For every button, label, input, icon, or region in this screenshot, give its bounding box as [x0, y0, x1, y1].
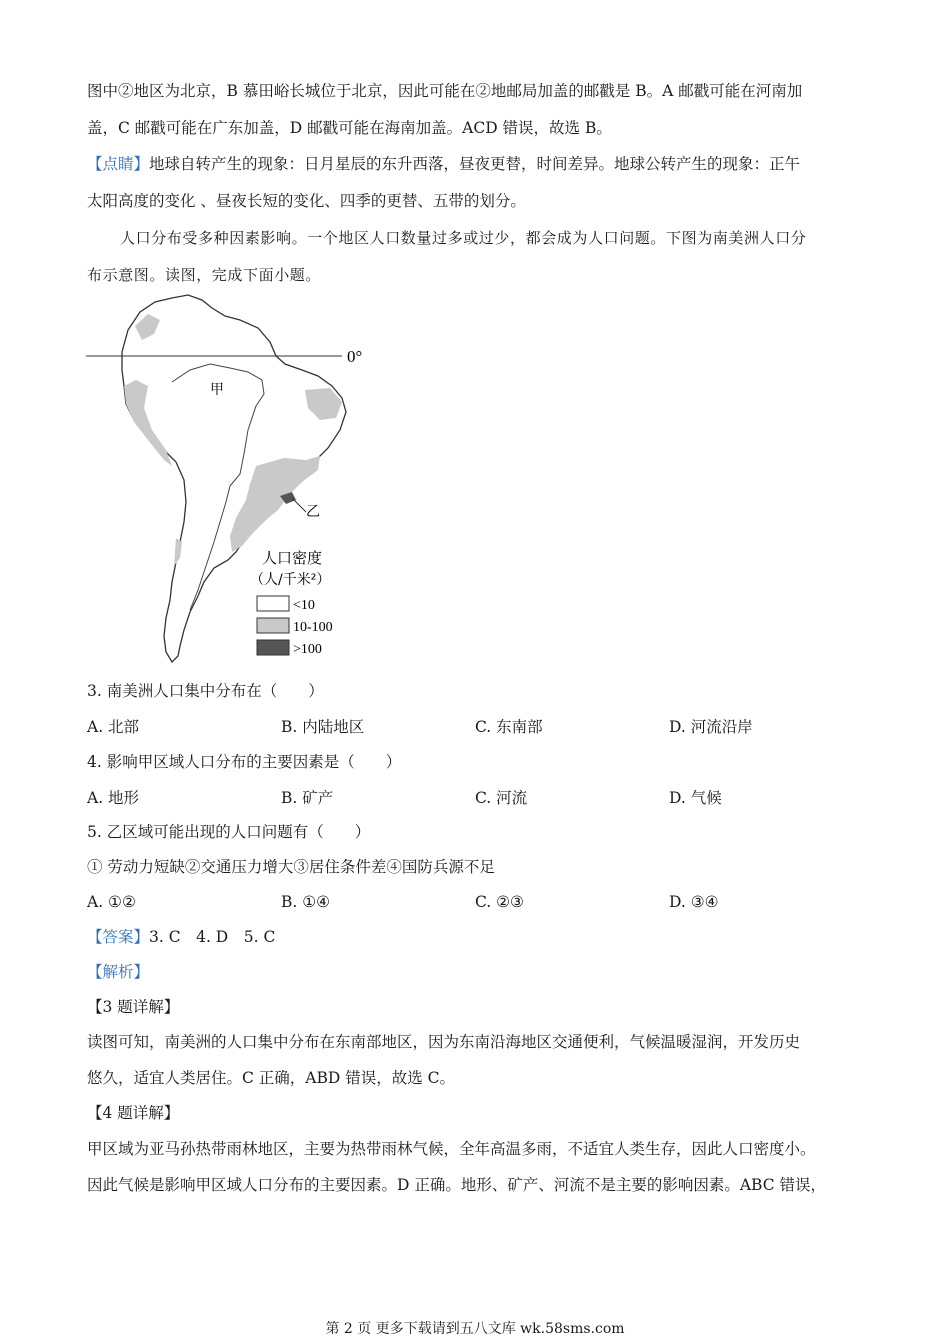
question-3-option-b: B. 内陆地区 — [281, 718, 365, 736]
south-america-population-map — [80, 290, 380, 670]
question-5-option-c: C. ②③ — [475, 893, 524, 911]
legend-label-mid: 10-100 — [293, 620, 333, 635]
question-4-option-d: D. 气候 — [669, 789, 722, 807]
legend-swatch-mid — [257, 618, 289, 633]
question-5-option-a: A. ①② — [87, 893, 136, 911]
legend-label-high: >100 — [293, 642, 322, 657]
dianjing-line-2: 太阳高度的变化 、昼夜长短的变化、四季的更替、五带的划分。 — [87, 192, 526, 210]
legend-label-low: <10 — [293, 598, 315, 613]
legend-swatch-low — [257, 596, 289, 611]
question-4-stem: 4. 影响甲区域人口分布的主要因素是（ ） — [87, 753, 402, 771]
passage-line-1: 人口分布受多种因素影响。一个地区人口数量过多或过少，都会成为人口问题。下图为南美洲人口分 — [120, 229, 807, 247]
detail-4-line-1: 甲区域为亚马孙热带雨林地区，主要为热带雨林气候，全年高温多雨，不适宜人类生存，因此人口密度小。 — [87, 1140, 816, 1158]
legend-swatch-high — [257, 640, 289, 655]
question-4-option-c: C. 河流 — [475, 789, 528, 807]
question-3-stem: 3. 南美洲人口集中分布在（ ） — [87, 682, 324, 700]
question-5-sub: ① 劳动力短缺②交通压力增大③居住条件差④国防兵源不足 — [87, 858, 495, 876]
legend-title-2: （人/千米²） — [250, 572, 331, 588]
detail-4-line-2: 因此气候是影响甲区域人口分布的主要因素。D 正确。地形、矿产、河流不是主要的影响因素。ABC 错误， — [87, 1176, 827, 1194]
question-4-option-a: A. 地形 — [87, 789, 140, 807]
answer-tag: 【答案】 — [87, 928, 150, 946]
question-5-stem: 5. 乙区域可能出现的人口问题有（ ） — [87, 823, 371, 841]
equator-label: 0° — [347, 347, 363, 366]
dianjing-tag: 【点睛】 — [87, 155, 150, 173]
intro-line-1: 图中②地区为北京，B 慕田峪长城位于北京，因此可能在②地邮局加盖的邮戳是 B。A 邮戳可能在河南加 — [87, 82, 803, 100]
pointer-yi — [292, 498, 306, 512]
detail-3-line-2: 悠久，适宜人类居住。C 正确，ABD 错误，故选 C。 — [87, 1069, 456, 1087]
question-5-option-b: B. ①④ — [281, 893, 331, 911]
dianjing-text: 地球自转产生的现象：日月星辰的东升西落，昼夜更替，时间差异。地球公转产生的现象：正午 — [149, 155, 801, 173]
intro-line-2: 盖，C 邮戳可能在广东加盖，D 邮戳可能在海南加盖。ACD 错误，故选 B。 — [87, 119, 612, 137]
passage-line-2: 布示意图。读图，完成下面小题。 — [87, 266, 322, 284]
answer-line — [87, 926, 870, 948]
detail-4-tag: 【4 题详解】 — [87, 1104, 180, 1122]
label-jia: 甲 — [210, 382, 224, 398]
question-3-option-c: C. 东南部 — [475, 718, 543, 736]
dianjing-line-1 — [87, 153, 870, 175]
detail-3-tag: 【3 题详解】 — [87, 998, 180, 1016]
analysis-tag: 【解析】 — [87, 963, 150, 981]
question-5-option-d: D. ③④ — [669, 893, 719, 911]
legend-title-1: 人口密度 — [262, 549, 323, 567]
answer-text: 3. C 4. D 5. C — [149, 928, 276, 946]
question-4-option-b: B. 矿产 — [281, 789, 334, 807]
label-yi: 乙 — [306, 504, 320, 520]
page-footer: 第 2 页 更多下载请到五八文库 wk.58sms.com — [325, 1321, 625, 1337]
question-3-option-d: D. 河流沿岸 — [669, 718, 753, 736]
question-3-option-a: A. 北部 — [87, 718, 140, 736]
detail-3-line-1: 读图可知，南美洲的人口集中分布在东南部地区，因为东南沿海地区交通便利，气候温暖湿润，开发历史 — [87, 1033, 801, 1051]
